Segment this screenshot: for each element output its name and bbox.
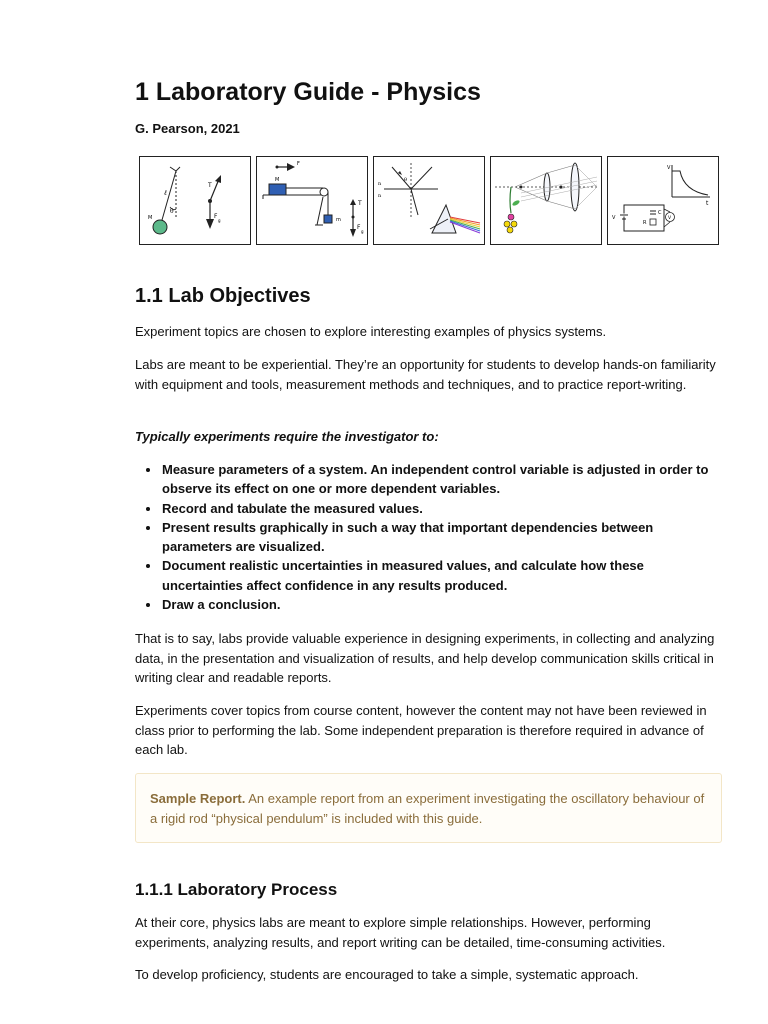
small-mass-block	[324, 215, 332, 223]
intro-paragraph: Experiment topics are chosen to explore interesting examples of physics systems.	[135, 324, 607, 339]
force-label: F	[297, 161, 300, 167]
t-axis-label: t	[706, 200, 709, 207]
gravity-sub-label: g	[218, 218, 221, 223]
pendulum-diagram	[140, 157, 250, 244]
list-item: Draw a conclusion.	[135, 595, 725, 614]
pulley-figure	[256, 156, 368, 245]
experiential-paragraph: Labs are meant to be experiential. They’re an opportunity for students to develop hands-on familiarity with equipment and tools, measurement methods and techniques, and to practice report-writing.	[135, 357, 716, 392]
section-heading: 1.1 Lab Objectives	[135, 285, 311, 307]
process-paragraph: At their core, physics labs are meant to explore simple relationships. However, performing experiments, analyzing results, and report writing can be detailed, time-consuming activities.	[135, 915, 666, 950]
voltmeter-label: V	[668, 216, 672, 221]
rc-circuit-figure	[607, 156, 719, 245]
callout-label: Sample Report.	[150, 791, 246, 806]
small-mass-label: m	[336, 217, 341, 223]
list-item: Record and tabulate the measured values.	[135, 499, 725, 518]
angle-label: θ	[170, 208, 174, 215]
pulley-diagram	[257, 157, 367, 244]
capacitor-label: C	[658, 210, 662, 216]
refraction-figure	[373, 156, 485, 245]
lens-figure	[490, 156, 602, 245]
circuit-loop	[624, 205, 664, 231]
gravity-sub-label: g	[361, 229, 364, 234]
pendulum-mass	[153, 220, 167, 234]
pulley-wheel	[320, 188, 328, 196]
pendulum-figure	[139, 156, 251, 245]
list-item: Document realistic uncertainties in measured values, and calculate how these uncertainties affect confidence in any results produced.	[135, 556, 725, 595]
approach-paragraph: To develop proficiency, students are encouraged to take a simple, systematic approach.	[135, 967, 639, 982]
callout-text: An example report from an experiment investigating the oscillatory behaviour of a rigid rod “physical pendulum” is included with this guide.	[150, 791, 705, 826]
gravity-label: F	[214, 213, 218, 220]
list-item: Measure parameters of a system. An independent control variable is adjusted in order to observe its effect on one or more dependent variables.	[135, 460, 725, 499]
gravity-label: F	[357, 224, 361, 231]
large-mass-label: M	[275, 177, 280, 183]
preparation-paragraph: Experiments cover topics from course content, however the content may not have been reviewed in class prior to performing the lab. Some independent preparation is therefore required in advance of each lab.	[135, 703, 707, 757]
mass-label: M	[148, 215, 153, 221]
page-title: 1 Laboratory Guide - Physics	[135, 78, 481, 106]
n2-label: n	[378, 193, 382, 199]
lens-large	[571, 163, 579, 211]
summary-paragraph: That is to say, labs provide valuable experience in designing experiments, in collecting and analyzing data, in the presentation and visualization of results, and help develop communication skills critical in writing clear and readable reports.	[135, 631, 715, 685]
subsection-heading: 1.1.1 Laboratory Process	[135, 880, 338, 899]
rc-circuit-diagram	[608, 157, 718, 244]
objectives-lead: Typically experiments require the investigator to:	[135, 429, 439, 444]
n1-label: n	[378, 181, 382, 187]
v-axis-label: V	[667, 165, 671, 171]
source-label: V	[612, 215, 616, 221]
list-item: Present results graphically in such a way that important dependencies between parameters are visualized.	[135, 518, 725, 557]
large-mass-block	[269, 184, 286, 195]
author-line: G. Pearson, 2021	[135, 121, 240, 136]
sample-report-callout	[135, 773, 722, 843]
flower-center	[508, 214, 514, 220]
length-label: ℓ	[164, 189, 167, 197]
lens-diagram	[491, 157, 601, 244]
objectives-list	[135, 460, 725, 614]
tension-label: T	[208, 182, 212, 189]
theta-label: θ	[404, 177, 408, 183]
refraction-diagram	[374, 157, 484, 244]
figure-strip	[139, 156, 723, 246]
tension-label: T	[358, 200, 362, 207]
resistor-label: R	[643, 220, 647, 226]
